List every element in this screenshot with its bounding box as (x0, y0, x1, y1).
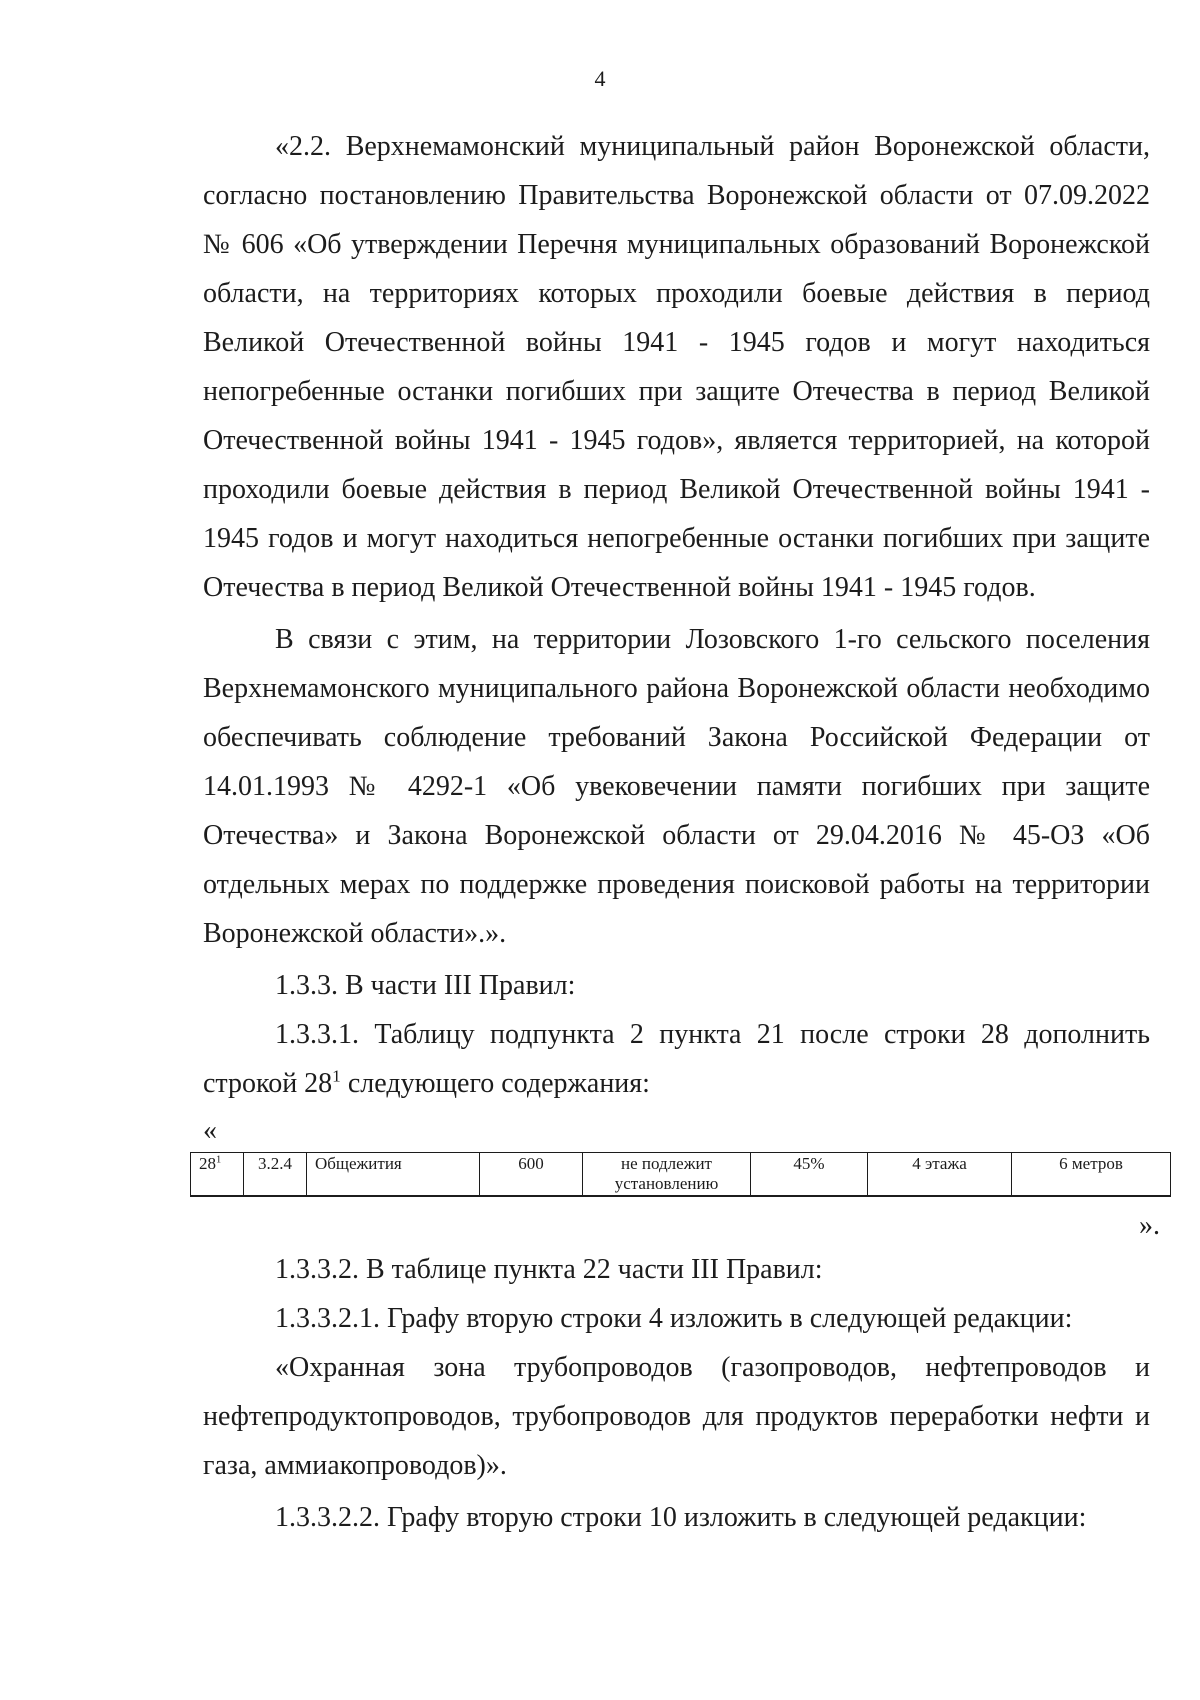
table-open-quote: « (203, 1115, 217, 1146)
paragraph-1-3-3-2-1: 1.3.3.2.1. Графу вторую строки 4 изложить в следующей редакции: (275, 1303, 1073, 1334)
cell-percent: 45% (751, 1153, 868, 1197)
cell-row-number-text: 28 (199, 1154, 216, 1173)
paragraph-consequence: В связи с этим, на территории Лозовского 1-го сельского поселения Верхнемамонского муниципального района Воронежской области необходимо обеспечивать соблюдение требований Закона Российской Федерации от 14.01.1993 № 4292-1 «Об увековечении памяти погибших при защите Отечества» и Закона Воронежской области от 29.04.2016 № 45-ОЗ «Об отдельных мерах по поддержке проведения поисковой работы на территории Воронежской области».». (203, 624, 1150, 949)
superscript-index: 1 (332, 1066, 341, 1086)
table-close-quote: ». (1139, 1210, 1160, 1241)
paragraph-2-2: «2.2. Верхнемамонский муниципальный район Воронежской области, согласно постановлению Правительства Воронежской области от 07.09.2022 № 606 «Об утверждении Перечня муниципальных образований Воронежской области, на территориях которых проходили боевые действия в период Великой Отечественной войны 1941 - 1945 годов и могут находиться непогребенные останки погибших при защите Отечества в период Великой Отечественной войны 1941 - 1945 годов», является территорией, на которой проходили боевые действия в период Великой Отечественной войны 1941 - 1945 годов и могут находиться непогребенные останки погибших при защите Отечества в период Великой Отечественной войны 1941 - 1945 годов. (203, 131, 1150, 603)
heading-1-3-3-2: 1.3.3.2. В таблице пункта 22 части III Правил: (275, 1254, 823, 1285)
document-body (199, 122, 1160, 1545)
cell-row-number (191, 1153, 244, 1197)
cell-floors: 4 этажа (868, 1153, 1012, 1197)
cell-row-number-sup: 1 (216, 1154, 222, 1166)
added-table-row (190, 1152, 1171, 1197)
paragraph-1-3-3-2-2: 1.3.3.2.2. Графу вторую строки 10 изложить в следующей редакции: (275, 1502, 1087, 1533)
cell-status: не подлежит установлению (583, 1153, 751, 1197)
cell-height: 6 метров (1012, 1153, 1171, 1197)
paragraph-1-3-3-1-tail: следующего содержания: (340, 1068, 650, 1099)
page-number: 4 (594, 66, 606, 91)
cell-name: Общежития (307, 1153, 480, 1197)
paragraph-1-3-3-1 (203, 1010, 1150, 1108)
paragraph-1-3-3-2-1-text: «Охранная зона трубопроводов (газопроводов, нефтепроводов и нефтепродуктопроводов, трубопроводов для продуктов переработки нефти и газа, аммиакопроводов)». (203, 1352, 1150, 1481)
cell-value: 600 (480, 1153, 583, 1197)
heading-1-3-3: 1.3.3. В части III Правил: (275, 970, 576, 1001)
table-row (191, 1153, 1171, 1197)
paragraph-1-3-3-1-text: 1.3.3.1. Таблицу подпункта 2 пункта 21 после строки 28 дополнить строкой 28 (203, 1019, 1150, 1099)
cell-code: 3.2.4 (244, 1153, 307, 1197)
